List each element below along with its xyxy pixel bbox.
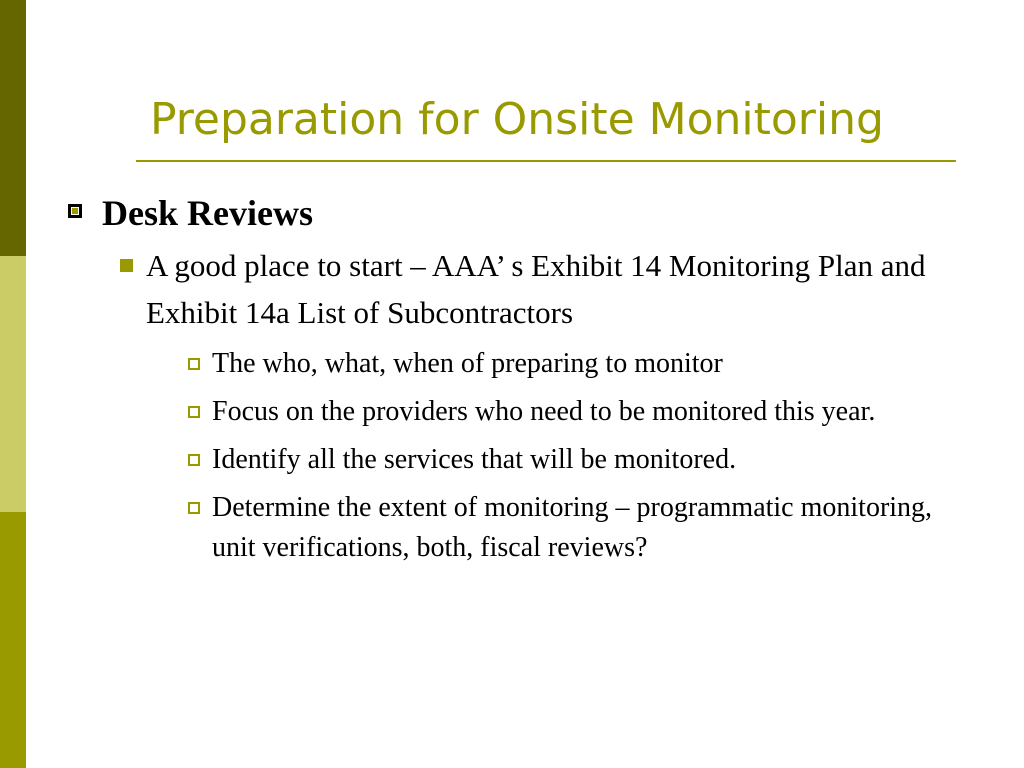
bullet-level-1 <box>64 190 944 236</box>
side-bar-middle <box>0 256 26 512</box>
bullet-level-2-text: A good place to start – AAA’ s Exhibit 14 Monitoring Plan and Exhibit 14a List of Subcontractors <box>146 248 926 330</box>
bullet-level-3-text: Determine the extent of monitoring – programmatic monitoring, unit verifications, both, fiscal reviews? <box>212 492 933 563</box>
hollow-square-bullet-icon <box>188 406 200 418</box>
hollow-square-bullet-icon <box>188 454 200 466</box>
bullet-level-3 <box>188 440 944 480</box>
title-underline <box>136 160 956 162</box>
slide-content <box>64 190 944 568</box>
bullet-level-3-text: Identify all the services that will be monitored. <box>212 444 737 475</box>
hollow-square-bullet-icon <box>188 358 200 370</box>
hollow-square-bullet-icon <box>68 204 82 218</box>
side-bar-top <box>0 0 26 256</box>
side-bar-bottom <box>0 512 26 768</box>
bullet-level-3 <box>188 392 944 432</box>
bullet-level-1-text: Desk Reviews <box>102 193 313 233</box>
bullet-level-3 <box>188 344 944 384</box>
hollow-square-bullet-icon <box>188 502 200 514</box>
bullet-level-3-text: Focus on the providers who need to be monitored this year. <box>212 396 876 427</box>
bullet-level-3 <box>188 488 944 568</box>
bullet-level-3-text: The who, what, when of preparing to monitor <box>212 348 723 379</box>
slide-title: Preparation for Onsite Monitoring <box>150 94 884 145</box>
filled-square-bullet-icon <box>120 259 133 272</box>
bullet-level-2 <box>108 242 944 336</box>
